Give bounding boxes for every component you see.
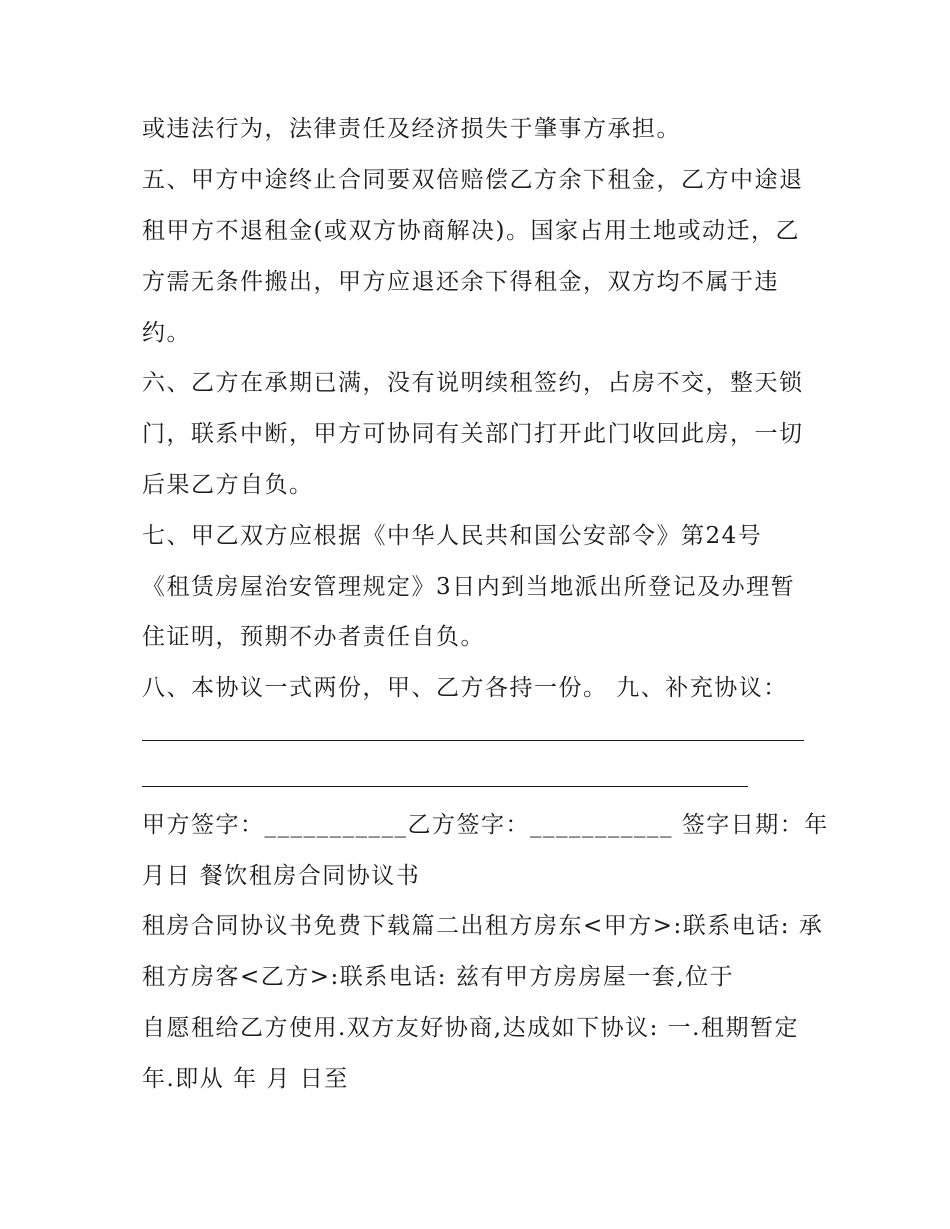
text-line: 租方房客<乙方>:联系电话: 兹有甲方房房屋一套,位于: [142, 964, 735, 990]
text-line: 方需无条件搬出，甲方应退还余下得租金，双方均不属于违: [142, 269, 779, 295]
text-line: 自愿租给乙方使用.双方友好协商,达成如下协议: 一.租期暂定: [142, 1015, 799, 1041]
text-line: 年.即从 年 月 日至: [142, 1066, 349, 1092]
text-line: 月日 餐饮租房合同协议书: [142, 863, 421, 889]
text-line: 住证明，预期不办者责任自负。: [142, 624, 485, 650]
text-line: 或违法行为，法律责任及经济损失于肇事方承担。: [142, 116, 681, 142]
blank-line: [142, 740, 804, 741]
text-line: 五、甲方中途终止合同要双倍赔偿乙方余下租金，乙方中途退: [142, 167, 804, 193]
text-line: 八、本协议一式两份，甲、乙方各持一份。 九、补充协议：: [142, 675, 788, 701]
blank-line: [142, 786, 748, 787]
text-line: 《租赁房屋治安管理规定》3日内到当地派出所登记及办理暂: [142, 574, 796, 600]
text-line: 约。: [142, 320, 191, 346]
text-line: 租甲方不退租金(或双方协商解决)。国家占用土地或动迁，乙: [142, 218, 800, 244]
text-line: 后果乙方自负。: [142, 472, 314, 498]
text-line: 租房合同协议书免费下载篇二出租方房东<甲方>:联系电话: 承: [142, 913, 824, 939]
text-line: 七、甲乙双方应根据《中华人民共和国公安部令》第24号: [142, 523, 763, 549]
text-line: 门，联系中断，甲方可协同有关部门打开此门收回此房，一切: [142, 421, 804, 447]
text-line: 六、乙方在承期已满，没有说明续租签约，占房不交，整天锁: [142, 370, 804, 396]
signature-line: 甲方签字：___________乙方签字：___________ 签字日期：年: [142, 812, 829, 838]
